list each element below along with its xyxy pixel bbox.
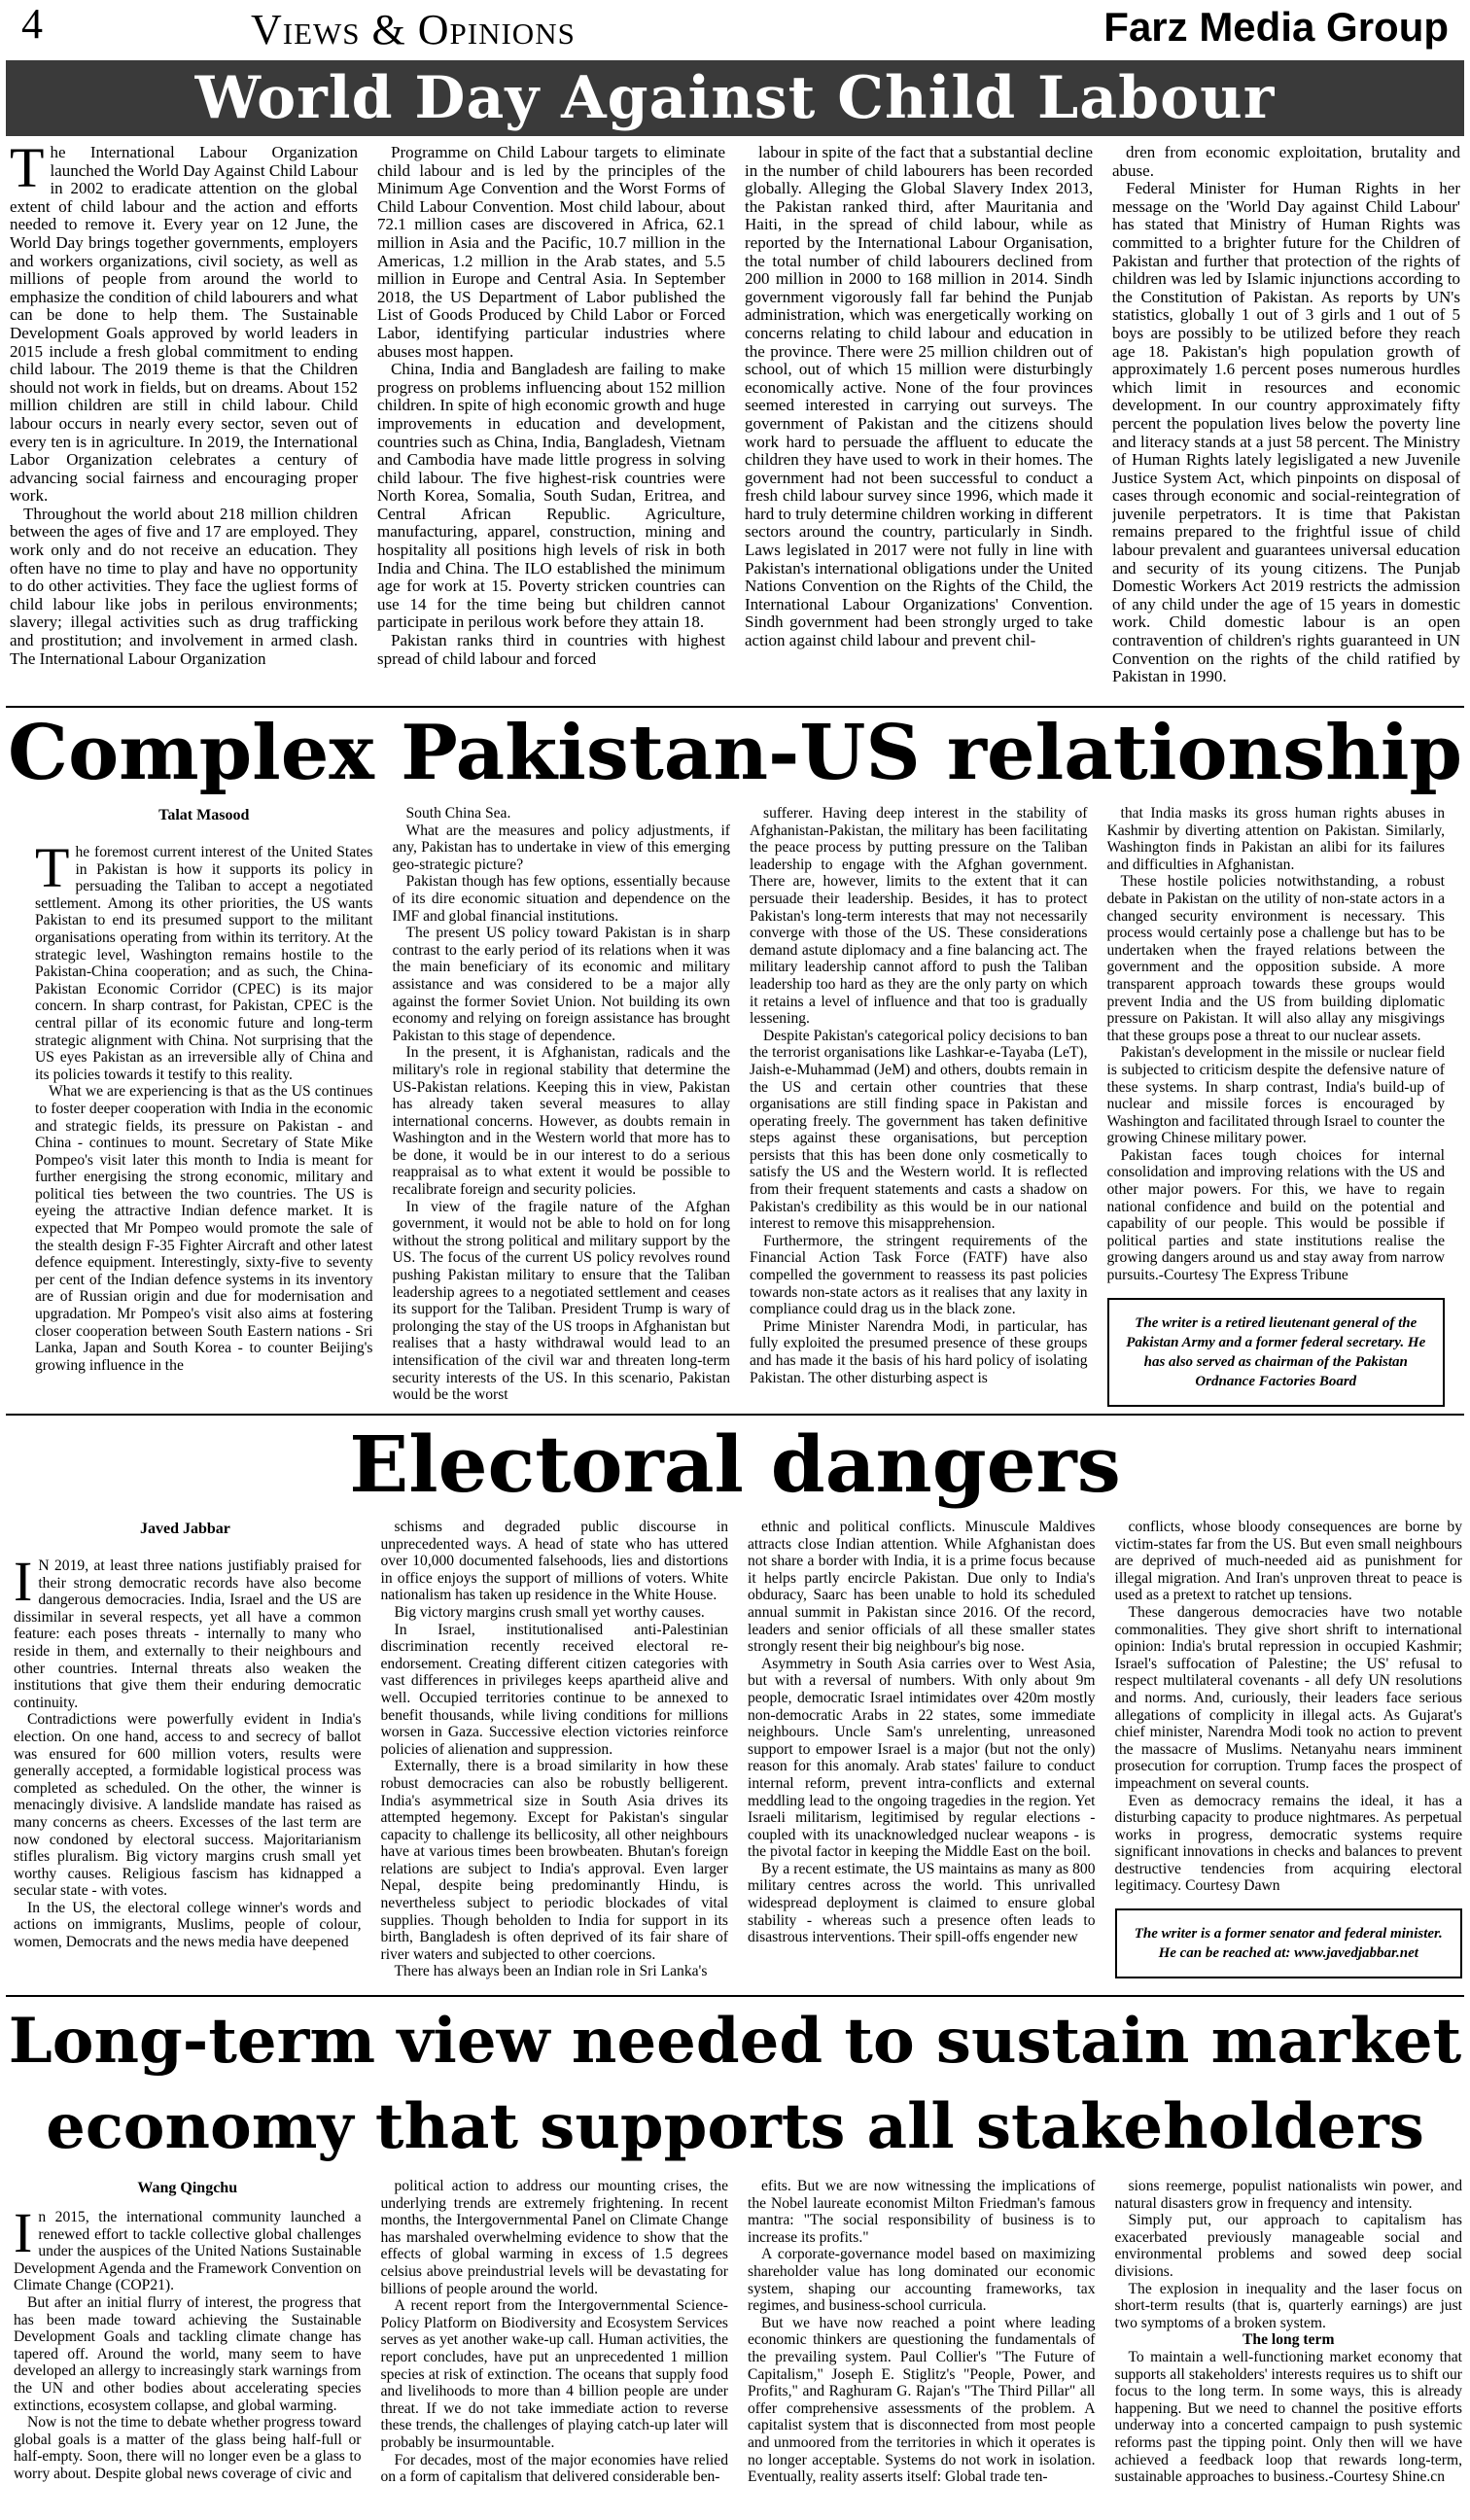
paragraph: conflicts, whose bloody consequences are borne by victim-states far from the US. But even small neighbours are deprived of much-needed aid as punishment for illegal migration. And Iran's unproven threat to peace is used as a pretext to ratchet up tensions. <box>1114 1519 1462 1604</box>
paragraph: political action to address our mounting crises, the underlying trends are extremely frightening. In recent months, the Intergovernmental Panel on Climate Change has marshaled overwhelming evidence to show that the effects of global warming in excess of 1.5 degrees celsius above preindustrial levels will be devastating for billions of people around the world. <box>380 2178 728 2297</box>
paragraph: By a recent estimate, the US maintains as many as 800 military centres across the world. This unrivalled widespread deployment is claimed to ensure global stability - whereas such a presence often leads to disastrous interventions. Their spill-offs engender new <box>748 1860 1096 1946</box>
article3-byline: Javed Jabbar <box>140 1521 230 1537</box>
divider <box>6 1414 1464 1416</box>
divider <box>6 1995 1464 1997</box>
article3-column <box>1115 1519 1463 1991</box>
article3-column <box>14 1519 362 1991</box>
paragraph: The foremost current interest of the United States in Pakistan is how it supports its policy in persuading the Taliban to accept a negotiated settlement. Among its other priorities, the US wants Pakistan to end its presumed support to the militant organisations operating from within its territory. At the strategic level, Washington remains hostile to the Pakistan-China cooperation; and as such, the China-Pakistan Economic Corridor (CPEC) is its major concern. In sharp contrast, for Pakistan, CPEC is the central pillar of its economic future and long-term strategic alignment with China. Not surprising that the US eyes Pakistan as an irreversible ally of China and its policies towards it testify to this reality. <box>35 836 373 1083</box>
paragraph: dren from economic exploitation, brutality and abuse. <box>1112 144 1460 180</box>
paragraph: In view of the fragile nature of the Afghan government, it would not be able to hold on for long without the strong political and military support by the US. The focus of the current US policy revolves round pushing Pakistan military to ensure that the Taliban leadership agrees to a negotiated settlement and ceases its support for the Taliban. President Trump is wary of prolonging the stay of the US troops in Afghanistan but realises that a hasty withdrawal would lead to an intensification of the civil war and threaten long-term security interests of the US. In this scenario, Pakistan would be the worst <box>392 1198 730 1404</box>
paragraph: Furthermore, the stringent requirements of the Financial Action Task Force (FATF) have also compelled the government to reassess its past policies towards non-state actors as it realises that any laxity in compliance could drag us in the black zone. <box>750 1232 1088 1318</box>
article1-column <box>745 144 1093 700</box>
article3-column <box>381 1519 729 1991</box>
paragraph: that India masks its gross human rights abuses in Kashmir by diverting attention on Pakistan. Similarly, Washington finds in Pakistan an alibi for its failures and difficulties in Afghanistan. <box>1106 805 1445 873</box>
drop-cap: T <box>35 836 70 899</box>
article4-byline: Wang Qingchu <box>137 2180 238 2196</box>
drop-cap: I <box>14 2201 33 2264</box>
paragraph: schisms and degraded public discourse in unprecedented ways. A head of state who has uttered over 10,000 documented falsehoods, lies and distortions in office enjoys the support of millions of voters. White nationalism has taken up residence in the White House. <box>380 1519 728 1604</box>
paragraph: But after an initial flurry of interest, the progress that has been made toward achieving the Sustainable Development Goals and tackling climate change has tapered off. Around the world, many seem to have developed an allergy to increasingly stark warnings from the UN and other bodies about accelerating species extinctions, ecosystem collapse, and global warming. <box>14 2293 362 2414</box>
paragraph: Even as democracy remains the ideal, it has a disturbing capacity to produce nightmares. As perpetual works in progress, democratic systems require significant innovations in checks and balances to prevent destructive tendencies from acquiring electoral legitimacy. Courtesy Dawn <box>1114 1792 1462 1895</box>
paragraph: ethnic and political conflicts. Minuscule Maldives attracts close Indian attention. While Afghanistan does not share a border with India, it is a prime focus because it helps partly encircle Pakistan. Due only to India's obduracy, Saarc has been unable to hold its scheduled annual summit in Pakistan since 2016. Of the record, leaders and senior officials of all these smaller states strongly resent their big neighbour's big nose. <box>748 1519 1096 1656</box>
article3-column-text <box>1115 1519 1463 1895</box>
article4-headline-line2: economy that supports all stakeholders <box>46 2090 1424 2163</box>
paragraph: I N 2019, at least three nations justifiably praised for their strong democratic records have also become dangerous democracies. India, Israel and the US are dissimilar in several respects, yet all have a common feature: each poses threats - internally to many who reside in them, and externally to their neighbours and other countries. Internal threats also weaken the institutions that give them their enduring democratic continuity. <box>14 1550 362 1711</box>
article4-closing: To maintain a well-functioning market economy that supports all stakeholders' interests requires us to shift our focus to the long term. In some ways, this is already happening. But we need to channel the positive efforts underway into a concerted campaign to push systemic reforms past the tipping point. Only then will we have achieved a feedback loop that rewards long-term, sustainable approaches to business.-Courtesy Shine.cn <box>1114 2348 1462 2486</box>
paragraph: Simply put, our approach to capitalism has exacerbated previously manageable social and environmental problems and sowed deep social divisions. <box>1114 2212 1462 2280</box>
article2-column-text <box>35 836 373 1374</box>
paragraph: Despite Pakistan's categorical policy decisions to ban the terrorist organisations like Lashkar-e-Tayaba (LeT), Jaish-e-Muhammad (JeM) and others, doubts remain in the US and certain other countries that these organisations are still finding space in Pakistan and operating freely. The government has taken definitive steps against these organisations, but perception persists that this has been done only cosmetically to satisfy the US and the Western world. It is reflected from their frequent statements and casts a shadow on Pakistan's credibility as this would be in our national interest to remove this misapprehension. <box>750 1027 1088 1233</box>
paragraph: Externally, there is a broad similarity in how these robust democracies can also be robustly belligerent. India's asymmetrical size in South Asia drives its attempted hegemony. Except for Pakistan's singular capacity to challenge its bellicosity, all other neighbours have at various times been browbeaten. Bhutan's foreign relations are subject to India's approval. Even larger Nepal, despite being predominantly Hindu, is nevertheless subject to periodic blockades of vital supplies. Though beholden to India for support in its birth, Bangladesh is often deprived of its fair share of river waters and subjected to other coercions. <box>380 1758 728 1963</box>
article2-body <box>35 805 1445 1408</box>
paragraph: The present US policy toward Pakistan is in sharp contrast to the early period of its relations when it was the main beneficiary of its economic and military assistance and was considered to be a major ally against the former Soviet Union. Not building its own economy and relying on foreign assistance has brought Pakistan to this stage of dependence. <box>392 925 730 1044</box>
article2-author-note: The writer is a retired lieutenant general of the Pakistan Army and a former federal secretary. He has also served as chairman of the Pakistan Ordnance Factories Board <box>1107 1298 1446 1407</box>
paragraph: labour in spite of the fact that a substantial decline in the number of child labourers has been recorded globally. Alleging the Global Slavery Index 2013, the Pakistan ranked third, after Mauritania and Haiti, in the spread of child labour, while as reported by the International Labour Organisation, the total number of child labourers declined from 200 million in 2000 to 168 million in 2014. Sindh government vigorously fall far behind the Punjab administration, which was energetically working on concerns relating to child labour and education in the province. There were 25 million children out of school, out of which 15 million were disturbingly economically active. None of the four provinces seemed interested in carrying out surveys. The government of Pakistan and the citizens should work hard to persuade the affluent to educate the children they have used to work in their homes. The government had not been successful to conduct a fresh child labour survey since 1996, which made it hard to truly determine children working in different sectors around the country, particularly in Sindh. Laws legislated in 2017 were not fully in line with Pakistan's international obligations under the United Nations Convention on the Rights of the Child, the International Labour Organizations' Convention. Sindh government had been strongly urged to take action against child labour and prevent chil- <box>745 144 1093 650</box>
article4-body <box>14 2178 1462 2514</box>
paragraph: Pakistan faces tough choices for internal consolidation and improving relations with the US and other major powers. For this, we have to regain national confidence and build on the potential and capability of our people. This would be possible if political parties and state institutions realise the growing dangers around us and stay away from narrow pursuits.-Courtesy The Express Tribune <box>1106 1146 1445 1284</box>
article2-byline: Talat Masood <box>158 807 250 823</box>
article4-column <box>1115 2178 1463 2514</box>
paragraph: What are the measures and policy adjustments, if any, Pakistan has to undertake in view of this emerging geo-strategic picture? <box>392 822 730 873</box>
article2-column <box>35 805 373 1408</box>
article3-headline: Electoral dangers <box>349 1418 1121 1510</box>
paragraph: sufferer. Having deep interest in the stability of Afghanistan-Pakistan, the military has been facilitating the peace process by putting pressure on the Taliban leadership to engage with the Afghan government. There are, however, limits to the extent that it can persuade their leadership. Besides, it has to protect Pakistan's long-term interests that may not necessarily converge with those of the US. These considerations demand astute diplomacy and a fine balancing act. The military leadership cannot afford to push the Taliban leadership too hard as they are the only party on which it retains a level of influence and that too is gradually lessening. <box>750 805 1088 1028</box>
article1-column <box>10 144 358 700</box>
paragraph: Pakistan ranks third in countries with highest spread of child labour and forced <box>377 631 725 668</box>
paragraph: A recent report from the Intergovernmental Science-Policy Platform on Biodiversity and Ecosystem Services serves as yet another wake-up call. Human activities, the report concludes, have put an unprecedented 1 million species at risk of extinction. The oceans that supply food and livelihoods to more than 4 billion people are under threat. If we do not take immediate action to reverse these trends, the challenges of playing catch-up later will probably be insurmountable. <box>380 2297 728 2451</box>
article4-column <box>381 2178 729 2514</box>
article1-column <box>377 144 725 700</box>
paragraph: Prime Minister Narendra Modi, in particular, has fully exploited the presumed presence of these groups and has made it the basis of his hard policy of isolating Pakistan. The other disturbing aspect is <box>750 1317 1088 1386</box>
article4-column <box>14 2178 362 2514</box>
paragraph: Asymmetry in South Asia carries over to West Asia, but with a reversal of numbers. With only about 9m people, democratic Israel intimidates over 420m mostly non-democratic Arabs in 22 states, some immediate neighbours. Uncle Sam's unrelenting, unreasoned support to empower Israel is a major (but not the only) reason for this anomaly. Arab states' failure to conduct internal reform, prevent intra-conflicts and external meddling lead to the ongoing tragedies in the region. Yet Israeli militarism, legitimised by regular elections - coupled with its unacknowledged nuclear weapons - is the pivotal factor in keeping the Middle East on the boil. <box>748 1655 1096 1861</box>
paragraph: sions reemerge, populist nationalists win power, and natural disasters grow in frequency and intensity. <box>1114 2178 1462 2212</box>
publisher-name: Farz Media Group <box>1103 4 1449 50</box>
paragraph: In the US, the electoral college winner's words and actions on immigrants, Muslims, people of colour, women, Democrats and the news media have deepened <box>14 1899 362 1951</box>
article4-column-text <box>14 2201 362 2483</box>
paragraph: But we have now reached a point where leading economic thinkers are questioning the fundamentals of the prevailing system. Paul Collier's "The Future of Capitalism," Joseph E. Stiglitz's "People, Power, and Profits," and Raghuram G. Rajan's "The Third Pillar" all offer comprehensive assessments of the problem. A capitalist system that is disconnected from most people and unmoored from the territories in which it operates is no longer acceptable. Systems do not work in isolation. Eventually, reality asserts itself: Global trade ten- <box>748 2314 1096 2486</box>
paragraph: Throughout the world about 218 million children between the ages of five and 17 are employed. They work only and do not receive an education. They often have no time to play and have no opportunity to do other activities. They face the ugliest forms of child labour like jobs in perilous environments; slavery; illegal activities such as drug trafficking and prostitution; and involvement in armed clash. The International Labour Organization <box>10 504 358 668</box>
article1-headline: World Day Against Child Labour <box>6 60 1464 136</box>
article2-column <box>393 805 731 1408</box>
article3-author-note: The writer is a former senator and federal minister. He can be reached at: www.javedjabbar.net <box>1115 1908 1463 1978</box>
paragraph: These dangerous democracies have two notable commonalities. They give short shrift to international opinion: India's brutal repression in occupied Kashmir; Israel's suffocation of Palestine; the US' refusal to respect multilateral covenants - all defy UN resolutions and norms. And, curiously, their leaders face serious allegations of complicity in illegal acts. As Gujarat's chief minister, Narendra Modi took no action to prevent the massacre of Muslims. Netanyahu nears imminent prosecution for corruption. Trump faces the prospect of impeachment on several counts. <box>1114 1603 1462 1792</box>
article4-column-text <box>1115 2178 1463 2331</box>
paragraph: In the present, it is Afghanistan, radicals and the military's role in regional stability that determine the US-Pakistan relations. Keeping this in view, Pakistan has already taken several measures to allay international concerns. However, as doubts remain in Washington and in the Western world that more has to be done, it would be in our interest to do a serious reappraisal as to what extent it would be possible to recalibrate foreign and security policies. <box>392 1044 730 1199</box>
paragraph: For decades, most of the major economies have relied on a form of capitalism that delivered considerable ben- <box>380 2451 728 2486</box>
paragraph: Now is not the time to debate whether progress toward global goals is a matter of the glass being half-full or half-empty. Soon, there will no longer even be a glass to worry about. Despite global news coverage of civic and <box>14 2414 362 2482</box>
paragraph: efits. But we are now witnessing the implications of the Nobel laureate economist Milton Friedman's famous mantra: "The social responsibility of business is to increase its profits." <box>748 2178 1096 2246</box>
paragraph: Contradictions were powerfully evident in India's election. On one hand, access to and secrecy of ballot was ensured for 600 million voters, results were generally accepted, a formidable logistical process was completed as scheduled. On the other, the winner is menacingly divisive. A landslide mandate has raised as many concerns as cheers. Excesses of the last term are now condoned by electoral success. Majoritarianism stifles pluralism. Big victory margins crush small yet worthy causes. Religious fascism has kidnapped a secular state - with votes. <box>14 1711 362 1900</box>
paragraph: Pakistan's development in the missile or nuclear field is subjected to criticism despite the defensive nature of these systems. In sharp contrast, India's build-up of nuclear and missile forces is encouraged by Washington and facilitated through Israel to counter the growing Chinese military power. <box>1106 1044 1445 1147</box>
section-title: Views & Opinions <box>251 6 576 53</box>
article3-column <box>748 1519 1096 1991</box>
masthead <box>0 0 1470 60</box>
page-number: 4 <box>21 0 43 48</box>
article2-column <box>750 805 1088 1408</box>
article1-body <box>10 144 1460 700</box>
article3-body <box>14 1519 1462 1991</box>
article3-column-text <box>14 1550 362 1951</box>
article2-headline: Complex Pakistan-US relationship <box>7 709 1462 797</box>
paragraph: Big victory margins crush small yet worthy causes. <box>394 1603 705 1621</box>
paragraph: There has always been an Indian role in Sri Lanka's <box>394 1963 708 1980</box>
paragraph: These hostile policies notwithstanding, a robust debate in Pakistan on the utility of non-state actors in a changed security environment is necessary. This process would certainly pose a challenge but has to be undertaken when the frayed relations between the government and the opposition subside. A more transparent approach towards these groups would prevent India and the US from building diplomatic pressure on Pakistan. It will also allay any misgivings that these groups pose a threat to our nuclear assets. <box>1106 873 1445 1044</box>
paragraph: China, India and Bangladesh are failing to make progress on problems influencing about 152 million children. In spite of high economic growth and huge improvements in education and development, countries such as China, India, Bangladesh, Vietnam and Cambodia have made little progress in solving child labour. The five highest-risk countries were North Korea, Somalia, South Sudan, Eritrea, and Central African Republic. Agriculture, manufacturing, apparel, construction, mining and hospitality all positions high levels of risk in both India and China. The ILO established the minimum age for work at 15. Poverty stricken countries can use 14 for the time being but children cannot participate in perilous work before they attain 18. <box>377 360 725 632</box>
article4-headline-line1: Long-term view needed to sustain market <box>8 2005 1462 2078</box>
paragraph: The International Labour Organization launched the World Day Against Child Labour in 2002 to eradicate attention on the global extent of child labour and the action and efforts needed to remove it. Every year on 12 June, the World Day brings together governments, employers and workers organizations, civil society, as well as millions of people from around the world to emphasize the condition of child labourers and what can be done to help them. The Sustainable Development Goals approved by world leaders in 2015 include a fresh global commitment to ending child labour. The 2019 theme is that the Children should not work in fields, but on dreams. About 152 million children are still in child labour. Child labour occurs in nearly every sector, seven out of every ten is in agriculture. In 2019, the International Labor Organization celebrates a century of advancing social fairness and encouraging proper work. <box>10 144 358 506</box>
paragraph: In 2015, the international community launched a renewed effort to tackle collective global challenges under the auspices of the United Nations Sustainable Development Agenda and the Framework Convention on Climate Change (COP21). <box>14 2201 362 2294</box>
paragraph: What we are experiencing is that as the US continues to foster deeper cooperation with India in the economic and strategic fields, its pressure on Pakistan - and China - continues to mount. Secretary of State Mike Pompeo's visit later this month to India is meant for further energising the strong economic, military and political ties between the two countries. The US is eyeing the attractive Indian defence market. It is expected that Mr Pompeo would promote the sale of the stealth design F-35 Fighter Aircraft and other latest defence equipment. Interestingly, sixty-five to seventy per cent of the Indian defence systems in its inventory are of Russian origin and due for modernisation and upgradation. Mr Pompeo's visit also aims at fostering closer cooperation between South Eastern nations - Sri Lanka, Japan and South Korea - to counter Beijing's growing influence in the <box>35 1083 373 1374</box>
article2-column <box>1107 805 1446 1408</box>
drop-cap: I <box>14 1550 33 1613</box>
article4-subhead: The long term <box>1242 2331 1335 2349</box>
drop-cap: T <box>10 144 45 199</box>
paragraph: Federal Minister for Human Rights in her message on the 'World Day against Child Labour' has stated that Ministry of Human Rights was committed to a brighter future for the Children of Pakistan and further that protection of the rights of children was led by Islamic injunctions according to the Constitution of Pakistan. As reports by UN's statistics, globally 1 out of 3 girls and 1 out of 5 boys are possibly to be utilized before they reach age 18. Pakistan's high population growth of approximately 1.6 percent poses numerous hurdles which limit in resources and economic development. In our country approximately fifty percent the population lives below the poverty line and literacy stands at a just 58 percent. The Ministry of Human Rights lately legisligated a new Juvenile Justice System Act, which pinpoints on disposal of cases through economic and social-reintegration of juvenile perpetrators. It is time that Pakistan remains prepared to the frightful issue of child labour prevalent and guarantees universal education and security of its young citizens. The Punjab Domestic Workers Act 2019 restricts the admission of any child under the age of 15 years in domestic work. Child domestic labour is an open contravention of children's rights guaranteed in UN Convention on the rights of the child ratified by Pakistan in 1990. <box>1112 179 1460 686</box>
paragraph: Pakistan though has few options, essentially because of its dire economic situation and dependence on the IMF and global financial institutions. <box>392 873 730 925</box>
paragraph: In Israel, institutionalised anti-Palestinian discrimination recently received electoral re-endorsement. Creating different citizen categories with vast differences in privileges keeps apartheid alive and well. Occupied territories continue to be annexed to benefit thousands, while living conditions for millions worsen in Gaza. Successive election victories reinforce policies of alienation and suppression. <box>380 1621 728 1758</box>
paragraph: The explosion in inequality and the laser focus on short-term results (that is, quarterly earnings) are just two symptoms of a broken system. <box>1114 2280 1462 2331</box>
article1-column <box>1112 144 1460 700</box>
article2-column-text <box>1107 805 1446 1284</box>
paragraph: Programme on Child Labour targets to eliminate child labour and is led by the principles of the Minimum Age Convention and the Worst Forms of Child Labour Convention. Most child labour, about 72.1 million cases are discovered in Africa, 62.1 million in Asia and the Pacific, 10.7 million in the Americas, 1.2 million in the Arab states, and 5.5 million in Europe and Central Asia. In September 2018, the US Department of Labor published the List of Goods Produced by Child Labor or Forced Labor, identifying particular industries where abuses most happen. <box>377 144 725 361</box>
paragraph: South China Sea. <box>405 805 511 822</box>
article4-column <box>748 2178 1096 2514</box>
paragraph: A corporate-governance model based on maximizing shareholder value has long dominated our economic system, shaping our accounting frameworks, tax regimes, and business-school curricula. <box>748 2246 1096 2315</box>
